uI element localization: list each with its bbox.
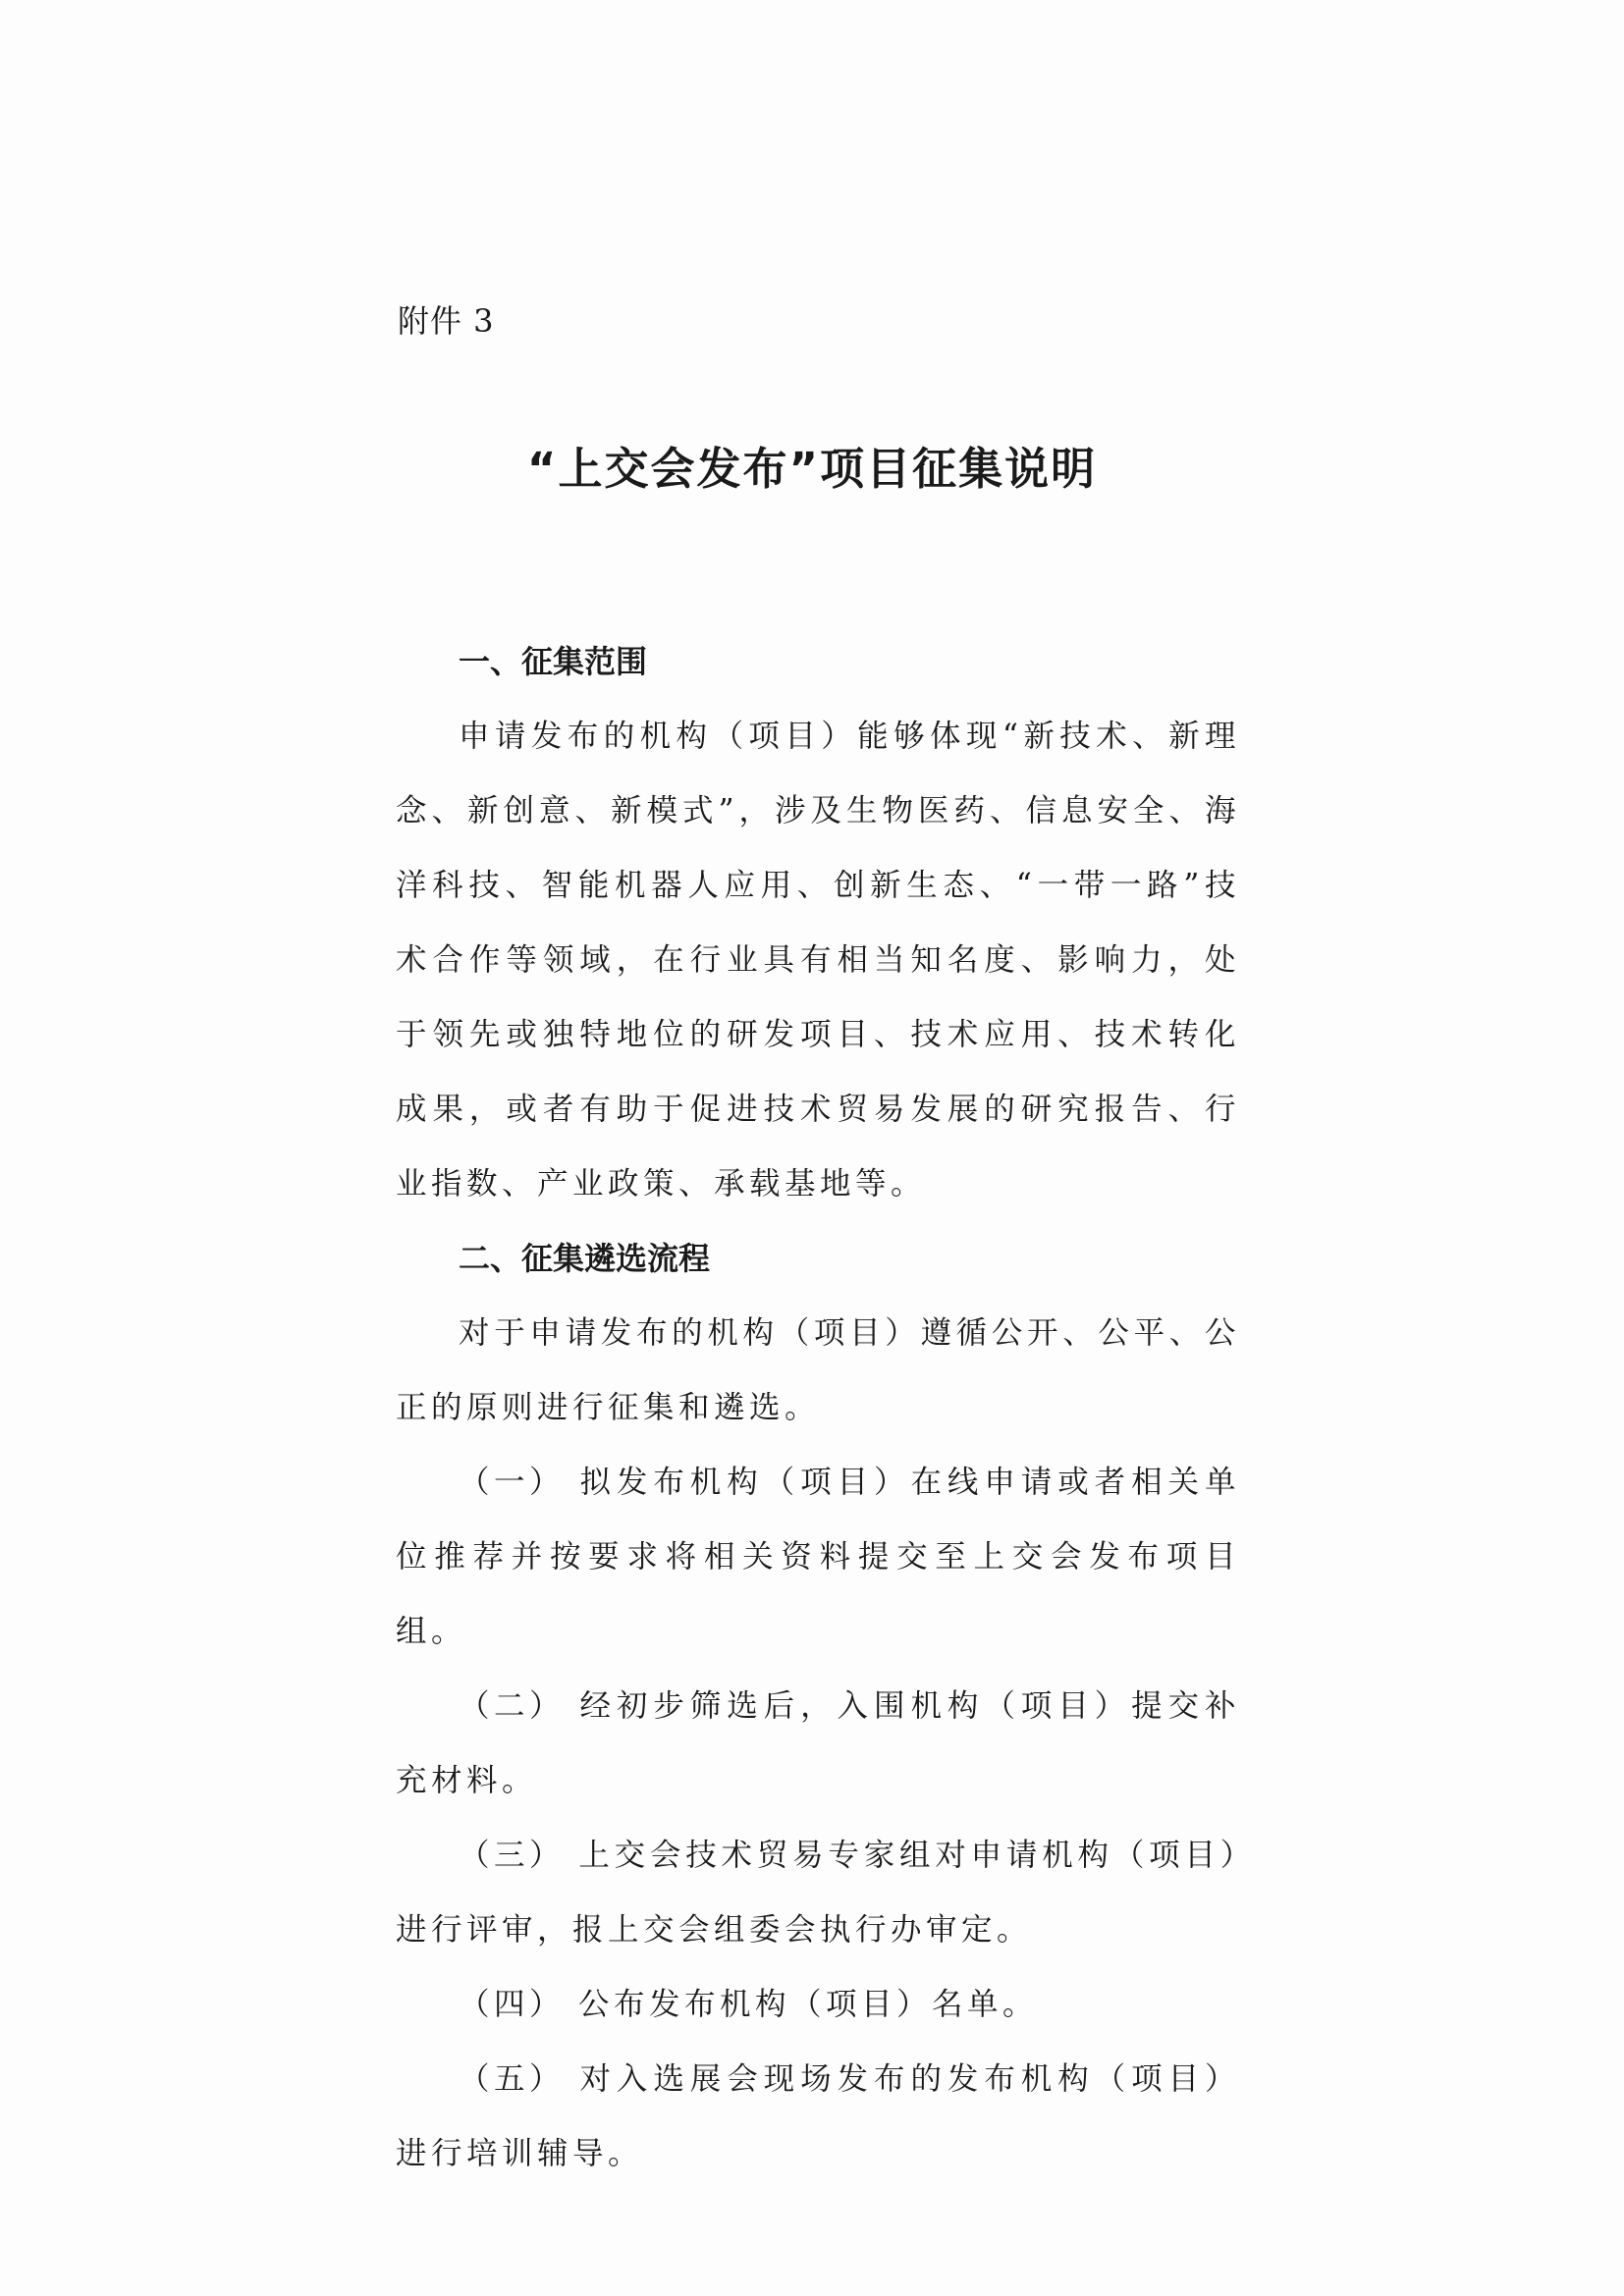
attachment-label: 附件 3 [398,302,495,340]
step-number: （五） [459,2061,566,2097]
section-paragraph-scope: 申请发布的机构（项目）能够体现“新技术、新理念、新创意、新模式”，涉及生物医药、信息安全、海洋科技、智能机器人应用、创新生态、“一带一路”技术合作等领域，在行业具有相当知名度、影响力，处于领先或独特地位的研发项目、技术应用、技术转化成果，或者有助于促进技术贸易发展的研究报告、行业指数、产业政策、承载基地等。 [396,719,1240,1201]
document-body [396,624,1240,2191]
document-title: “上交会发布”项目征集说明 [526,443,1098,495]
process-step-5 [396,2042,1240,2191]
step-number: （一） [459,1465,566,1500]
step-number: （二） [459,1688,566,1724]
process-step-2 [396,1669,1240,1818]
process-step-1 [396,1445,1240,1669]
process-step-4 [396,1967,1240,2042]
section-heading-process: 二、征集遴选流程 [459,1240,711,1277]
step-text: 上交会技术贸易专家组对申请机构（项目）进行评审，报上交会组委会执行办审定。 [396,1838,1240,1948]
step-number: （四） [459,1987,566,2022]
step-number: （三） [459,1838,566,1873]
step-text: 公布发布机构（项目）名单。 [578,1987,1039,2022]
section-heading-scope: 一、征集范围 [459,643,648,680]
step-text: 经初步筛选后，入围机构（项目）提交补充材料。 [396,1688,1240,1798]
section-paragraph-process: 对于申请发布的机构（项目）遵循公开、公平、公正的原则进行征集和遴选。 [396,1315,1240,1425]
step-text: 对入选展会现场发布的发布机构（项目）进行培训辅导。 [396,2061,1240,2171]
step-text: 拟发布机构（项目）在线申请或者相关单位推荐并按要求将相关资料提交至上交会发布项目组。 [396,1465,1240,1649]
process-step-3 [396,1818,1240,1967]
